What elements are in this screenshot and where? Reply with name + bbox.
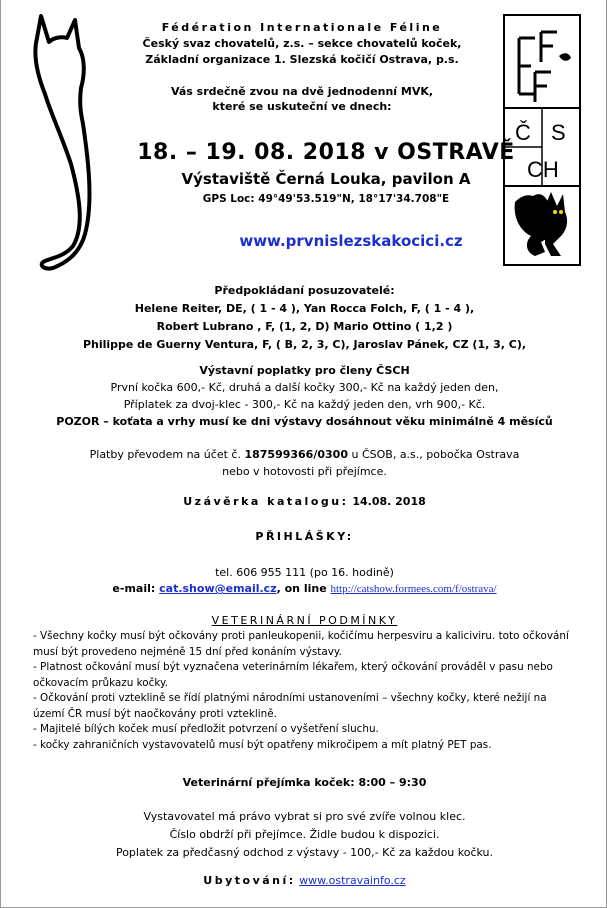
judges-line: Helene Reiter, DE, ( 1 - 4 ), Yan Rocca Folch, F, ( 1 - 4 ),: [134, 302, 475, 315]
deadline-label: Uzávěrka katalogu:: [183, 495, 349, 508]
judges-title: Předpokládaní posuzovatelé:: [214, 284, 395, 297]
lodging-link[interactable]: www.ostravainfo.cz: [299, 874, 406, 887]
event-date-place: 18. – 19. 08. 2018 v OSTRAVĚ: [137, 140, 515, 165]
logo-c-letter: Č: [515, 120, 531, 145]
vet-conditions-list: [33, 629, 581, 753]
event-website-link[interactable]: www.prvnislezskakocici.cz: [239, 232, 463, 250]
event-gps: GPS Loc: 49°49'53.519"N, 18°17'34.708"E: [202, 193, 450, 205]
payment-suffix: u ČSOB, a.s., pobočka Ostrava: [351, 448, 520, 461]
logo-s-letter: S: [551, 120, 566, 145]
catalog-deadline: [31, 495, 578, 508]
online-registration-link[interactable]: http://catshow.formees.com/f/ostrava/: [330, 583, 497, 595]
fees-warning: POZOR – koťata a vrhy musí ke dni výstavy dosáhnout věku minimálně 4 měsíců: [56, 415, 553, 428]
exhibitor-line: Vystavovatel má právo vybrat si pro své zvíře volnou klec.: [143, 810, 466, 823]
list-item: - Všechny kočky musí být očkovány proti panleukopenii, kočičímu herpesviru a kaliciviru. toto očkování musí být provedeno nejméně 15 dní před konáním výstavy.: [33, 630, 569, 658]
lodging-info: [31, 874, 578, 887]
fees-title: Výstavní poplatky pro členy ČSCH: [199, 364, 410, 377]
invitation-line-1: Vás srdečně zvou na dvě jednodenní MVK,: [170, 85, 434, 98]
logo-ch-letter: CH: [527, 157, 559, 182]
list-item: - Očkování proti vzteklině se řídí platnými národními ustanoveními – všechny kočky, které nežijí na území ČR musí být naočkovány proti vzteklině.: [33, 692, 547, 720]
online-label: , on line: [276, 582, 327, 595]
judges-line: Robert Lubrano , F, (1, 2, D) Mario Ottino ( 1,2 ): [156, 320, 453, 333]
payment-prefix: Platby převodem na účet č.: [89, 448, 241, 461]
federation-name: Fédération Internationale Féline: [161, 21, 443, 34]
organizer-header: [111, 20, 493, 68]
payment-account: 187599366/0300: [244, 448, 348, 461]
list-item: - kočky zahraničních vystavovatelů musí být opatřeny mikročipem a mít platný PET pas.: [33, 738, 492, 751]
vet-reception-time: Veterinární přejímka koček: 8:00 – 9:30: [182, 776, 427, 789]
registration-contact: [31, 565, 578, 597]
exhibitor-info: [31, 808, 578, 862]
registration-title: PŘIHLÁŠKY:: [255, 530, 354, 543]
fees-section: [31, 362, 578, 430]
email-link[interactable]: cat.show@email.cz: [159, 582, 277, 595]
invitation-text: [111, 84, 493, 114]
association-name: Český svaz chovatelů, z.s. – sekce chovatelů koček,: [142, 37, 462, 50]
judges-line: Philippe de Guerny Ventura, F, ( B, 2, 3, C), Jaroslav Pánek, CZ (1, 3, C),: [82, 338, 527, 351]
lodging-label: Ubytování:: [203, 874, 296, 887]
local-organization-name: Základní organizace 1. Slezská kočičí Ostrava, p.s.: [145, 53, 459, 66]
email-label: e-mail:: [112, 582, 156, 595]
deadline-date: 14.08. 2018: [352, 495, 426, 508]
cat-silhouette-icon: [23, 14, 118, 274]
exhibitor-line: Poplatek za předčasný odchod z výstavy - 100,- Kč za každou kočku.: [115, 846, 494, 859]
judges-section: [61, 282, 548, 354]
event-venue: Výstaviště Černá Louka, pavilon A: [181, 170, 471, 188]
fees-line: První kočka 600,- Kč, druhá a další kočky 300,- Kč na každý jeden den,: [110, 381, 499, 394]
fees-line: Příplatek za dvoj-klec - 300,- Kč na každý jeden den, vrh 900,- Kč.: [123, 398, 486, 411]
payment-cash: nebo v hotovosti při přejímce.: [222, 465, 387, 478]
payment-section: [31, 446, 578, 480]
vet-conditions-title: VETERINÁRNÍ PODMÍNKY: [211, 614, 398, 627]
exhibitor-line: Číslo obdrží při přejímce. Židle budou k dispozici.: [169, 828, 440, 841]
invitation-line-2: které se uskuteční ve dnech:: [212, 100, 392, 113]
list-item: - Majitelé bílých koček musí předložit potvrzení o vyšetření sluchu.: [33, 723, 379, 735]
registration-phone: tel. 606 955 111 (po 16. hodině): [215, 566, 394, 579]
list-item: - Platnost očkování musí být vyznačena veterinárním lékařem, který očkování prováděl v pasu nebo očkovacím průkazu kočky.: [33, 661, 553, 689]
